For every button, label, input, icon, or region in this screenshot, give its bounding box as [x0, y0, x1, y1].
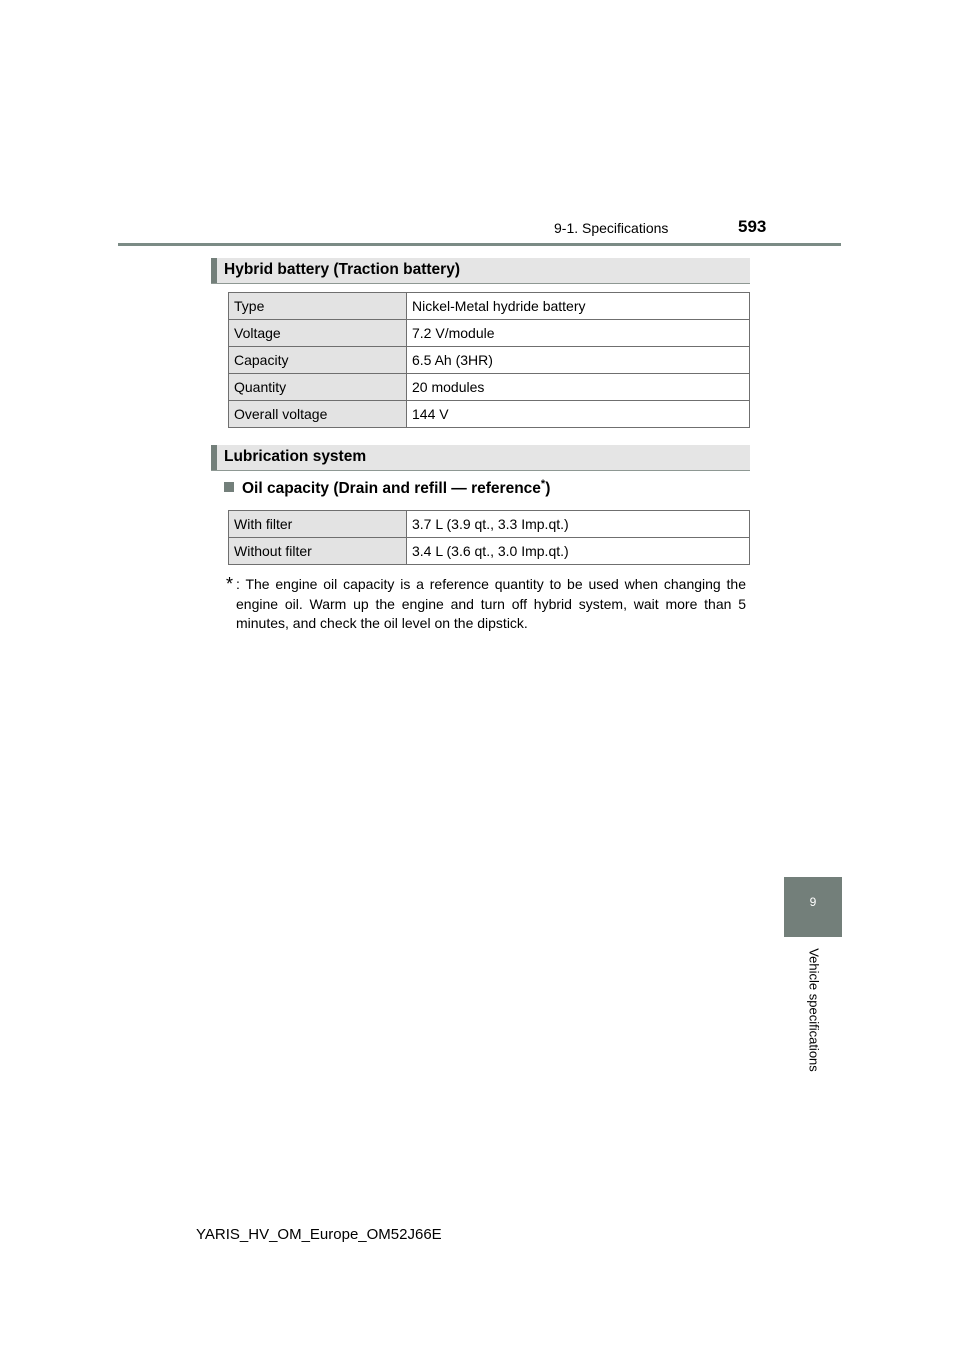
table-row	[229, 347, 750, 374]
footnote	[226, 575, 746, 634]
subheading-close: )	[545, 480, 551, 497]
oil-capacity-table	[228, 510, 750, 565]
spec-value: 6.5 Ah (3HR)	[407, 347, 750, 374]
table-row	[229, 401, 750, 428]
page-number: 593	[738, 217, 767, 236]
spec-value: 144 V	[407, 401, 750, 428]
spec-label: Capacity	[229, 347, 407, 374]
table-row	[229, 374, 750, 401]
footnote-text: : The engine oil capacity is a reference quantity to be used when changing the engine oil. Warm up the engine and turn off hybrid system, wait more than 5 minutes, and check the oil level on the dipstick.	[236, 576, 746, 631]
subheading-text: Oil capacity (Drain and refill — reference	[242, 480, 541, 497]
spec-value: Nickel-Metal hydride battery	[407, 293, 750, 320]
spec-label: With filter	[229, 511, 407, 538]
document-id: YARIS_HV_OM_Europe_OM52J66E	[196, 1226, 442, 1243]
spec-label: Quantity	[229, 374, 407, 401]
footnote-asterisk: *	[226, 574, 234, 594]
hybrid-battery-title: Hybrid battery (Traction battery)	[224, 261, 460, 278]
spec-value: 7.2 V/module	[407, 320, 750, 347]
heading-accent-bar	[211, 258, 217, 283]
spec-label: Without filter	[229, 538, 407, 565]
spec-label: Voltage	[229, 320, 407, 347]
table-row	[229, 320, 750, 347]
oil-capacity-subheading	[224, 478, 550, 498]
section-title: 9-1. Specifications	[554, 220, 669, 236]
lubrication-title: Lubrication system	[224, 448, 367, 465]
spec-value: 3.7 L (3.9 qt., 3.3 Imp.qt.)	[407, 511, 750, 538]
lubrication-heading	[211, 445, 750, 471]
hybrid-battery-table	[228, 292, 750, 428]
hybrid-battery-heading	[211, 258, 750, 284]
spec-value: 3.4 L (3.6 qt., 3.0 Imp.qt.)	[407, 538, 750, 565]
chapter-number: 9	[809, 895, 817, 909]
square-bullet-icon	[224, 482, 234, 492]
chapter-label: Vehicle specifications	[806, 948, 822, 1072]
header-rule	[118, 243, 841, 246]
spec-label: Overall voltage	[229, 401, 407, 428]
reference-asterisk: *	[540, 478, 546, 490]
table-row	[229, 511, 750, 538]
table-row	[229, 538, 750, 565]
spec-value: 20 modules	[407, 374, 750, 401]
spec-label: Type	[229, 293, 407, 320]
heading-accent-bar	[211, 445, 217, 470]
table-row	[229, 293, 750, 320]
